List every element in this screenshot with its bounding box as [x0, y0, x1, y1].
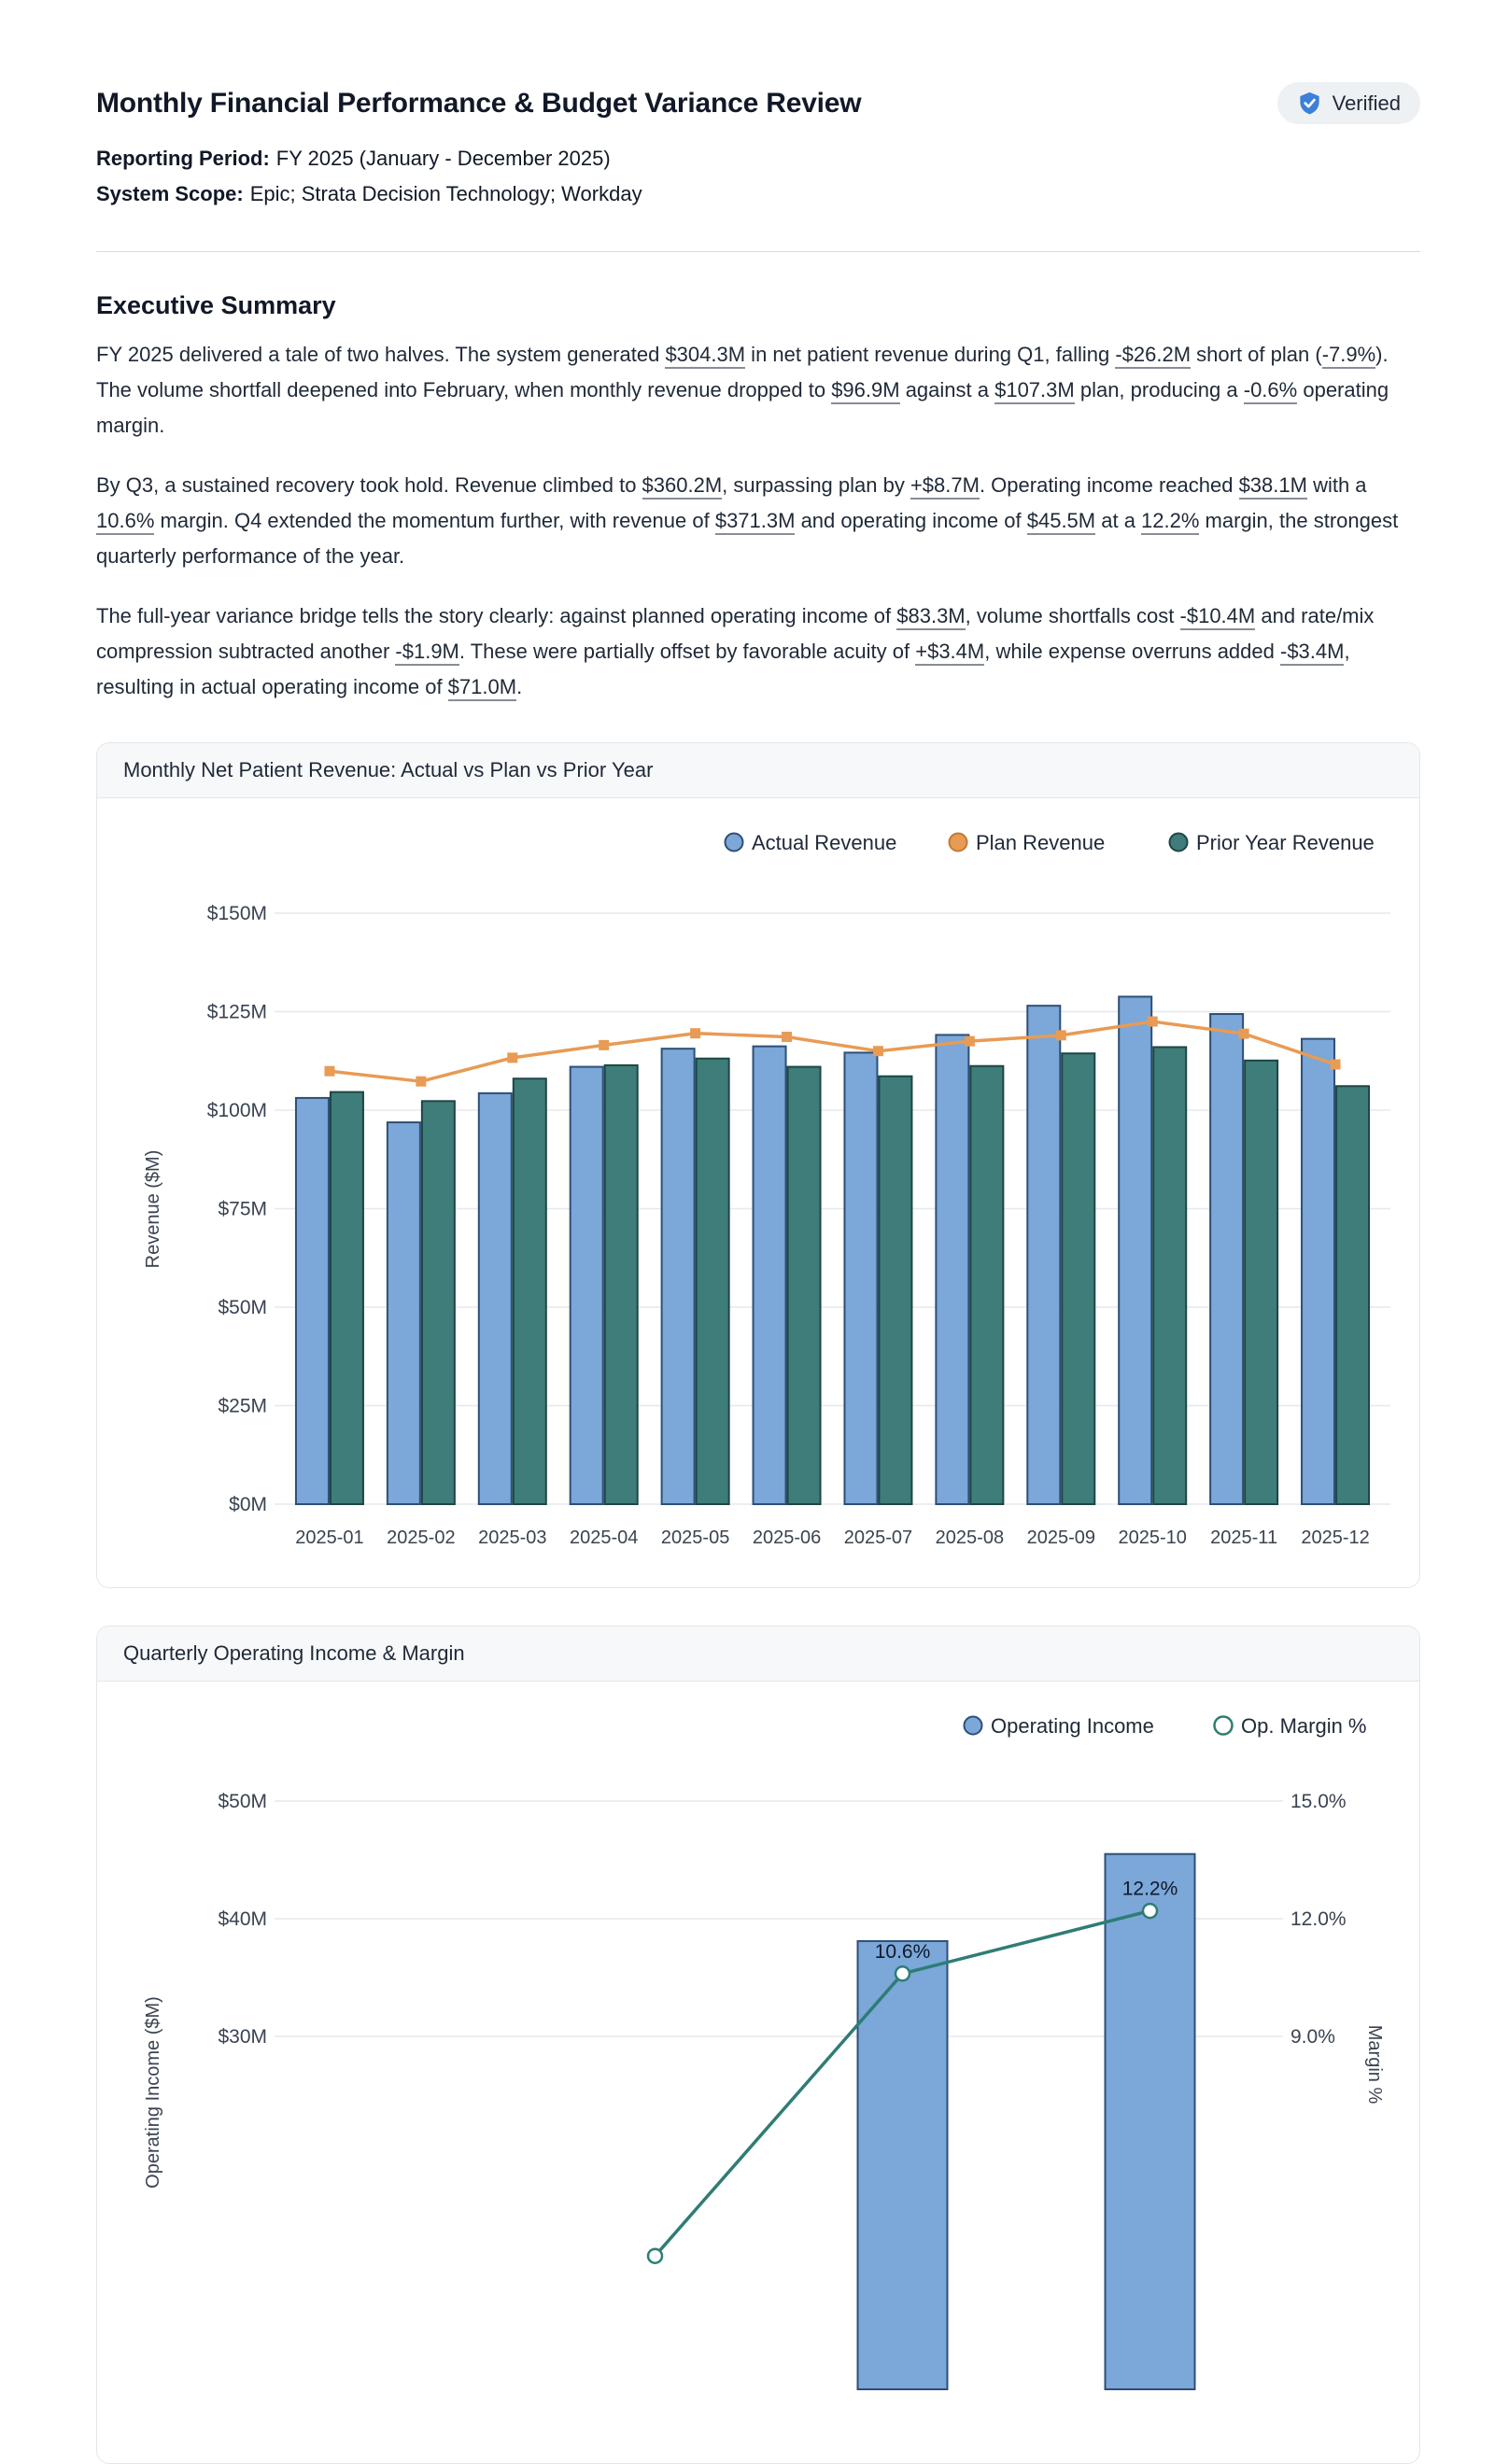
svg-text:2025-08: 2025-08: [935, 1528, 1005, 1548]
svg-text:Operating Income: Operating Income: [991, 1714, 1154, 1738]
svg-text:2025-02: 2025-02: [387, 1528, 456, 1548]
svg-text:$125M: $125M: [206, 1001, 267, 1023]
metric-value: $371.3M: [715, 509, 796, 535]
verified-shield-icon: [1297, 91, 1322, 116]
meta-label: System Scope:: [96, 182, 244, 205]
metric-value: $83.3M: [896, 604, 965, 630]
meta-reporting-period: [96, 141, 1420, 176]
metric-value: -7.9%: [1322, 343, 1375, 369]
summary-paragraph: The full-year variance bridge tells the story clearly: against planned operating income of $83.3M, volume shortfalls cost -$10.4M and rate/mix compression subtracted another -$1.9M. These were partially offset by favorable acuity of +$3.4M, while expense overruns added -$3.4M, resulting in actual operating income of $71.0M.: [96, 598, 1420, 705]
svg-text:2025-01: 2025-01: [295, 1528, 364, 1548]
svg-text:Actual Revenue: Actual Revenue: [752, 831, 897, 854]
svg-text:15.0%: 15.0%: [1290, 1791, 1347, 1812]
metric-value: -$26.2M: [1115, 343, 1191, 369]
svg-text:2025-10: 2025-10: [1118, 1528, 1187, 1548]
metric-value: $96.9M: [831, 378, 899, 404]
divider: [96, 251, 1420, 252]
svg-text:$50M: $50M: [218, 1297, 267, 1318]
svg-text:2025-04: 2025-04: [570, 1528, 639, 1548]
metric-value: -$3.4M: [1280, 640, 1344, 666]
revenue-chart-canvas: [97, 798, 1419, 1587]
operating-income-chart-card: [96, 1626, 1420, 2464]
svg-text:2025-03: 2025-03: [478, 1528, 547, 1548]
metric-value: -0.6%: [1244, 378, 1297, 404]
metric-value: $360.2M: [642, 473, 723, 500]
metric-value: 12.2%: [1141, 509, 1199, 535]
metric-value: -$10.4M: [1180, 604, 1256, 630]
svg-text:$30M: $30M: [218, 2026, 267, 2048]
svg-text:$25M: $25M: [218, 1395, 267, 1417]
metric-value: $38.1M: [1239, 473, 1307, 500]
document-header: [96, 82, 1420, 124]
summary-paragraph: FY 2025 delivered a tale of two halves. The system generated $304.3M in net patient revenue during Q1, falling -$26.2M short of plan (-7.9%). The volume shortfall deepened into February, when monthly revenue dropped to $96.9M against a $107.3M plan, producing a -0.6% operating margin.: [96, 343, 1389, 437]
svg-text:$50M: $50M: [218, 1791, 267, 1812]
svg-text:$100M: $100M: [206, 1100, 267, 1121]
page-title: Monthly Financial Performance & Budget Variance Review: [96, 87, 862, 119]
executive-summary-heading: Executive Summary: [96, 291, 336, 319]
metric-value: -$1.9M: [395, 640, 458, 666]
metric-value: $107.3M: [994, 378, 1075, 404]
metric-value: $71.0M: [448, 675, 516, 701]
svg-text:Op. Margin %: Op. Margin %: [1241, 1714, 1367, 1738]
metric-value: +$8.7M: [910, 473, 980, 500]
svg-text:12.2%: 12.2%: [1121, 1878, 1178, 1900]
report-meta: [96, 141, 1420, 212]
meta-value: Epic; Strata Decision Technology; Workday: [249, 182, 642, 205]
svg-text:Operating Income ($M): Operating Income ($M): [143, 1996, 163, 2189]
metric-value: $304.3M: [665, 343, 745, 369]
svg-text:2025-12: 2025-12: [1301, 1528, 1370, 1548]
summary-paragraph: By Q3, a sustained recovery took hold. Revenue climbed to $360.2M, surpassing plan by +$8.7M. Operating income reached $38.1M with a 10.6% margin. Q4 extended the momentum further, with revenue of $371.3M and operating income of $45.5M at a 12.2% margin, the strongest quarterly performance of the year.: [96, 473, 1399, 568]
svg-text:$0M: $0M: [229, 1494, 267, 1515]
metric-value: $45.5M: [1027, 509, 1095, 535]
svg-text:9.0%: 9.0%: [1290, 2026, 1335, 2048]
svg-text:10.6%: 10.6%: [874, 1940, 931, 1963]
verified-label: Verified: [1332, 91, 1401, 115]
svg-text:Margin %: Margin %: [1364, 2024, 1385, 2105]
svg-text:2025-06: 2025-06: [752, 1528, 822, 1548]
svg-text:$40M: $40M: [218, 1908, 267, 1930]
revenue-chart-card: [96, 742, 1420, 1588]
executive-summary-paragraphs: [96, 337, 1420, 705]
svg-text:2025-09: 2025-09: [1026, 1528, 1095, 1548]
svg-text:Plan Revenue: Plan Revenue: [976, 831, 1106, 854]
operating-income-chart-title: Quarterly Operating Income & Margin: [97, 1626, 1419, 1682]
operating-income-chart-canvas: [97, 1682, 1419, 2463]
meta-system-scope: [96, 176, 1420, 212]
report-page: [96, 0, 1420, 2464]
svg-text:12.0%: 12.0%: [1290, 1908, 1347, 1930]
meta-value: FY 2025 (January - December 2025): [275, 147, 611, 170]
svg-text:$75M: $75M: [218, 1198, 267, 1220]
revenue-chart-title: Monthly Net Patient Revenue: Actual vs Plan vs Prior Year: [97, 743, 1419, 798]
metric-value: 10.6%: [96, 509, 154, 535]
svg-text:Prior Year Revenue: Prior Year Revenue: [1196, 831, 1375, 854]
svg-text:2025-11: 2025-11: [1210, 1528, 1278, 1548]
meta-label: Reporting Period:: [96, 147, 270, 170]
svg-text:2025-07: 2025-07: [843, 1528, 913, 1548]
svg-text:2025-05: 2025-05: [660, 1528, 730, 1548]
metric-value: +$3.4M: [915, 640, 984, 666]
verified-badge: [1277, 82, 1420, 124]
svg-text:Revenue ($M): Revenue ($M): [143, 1149, 163, 1269]
svg-text:$150M: $150M: [206, 903, 267, 924]
